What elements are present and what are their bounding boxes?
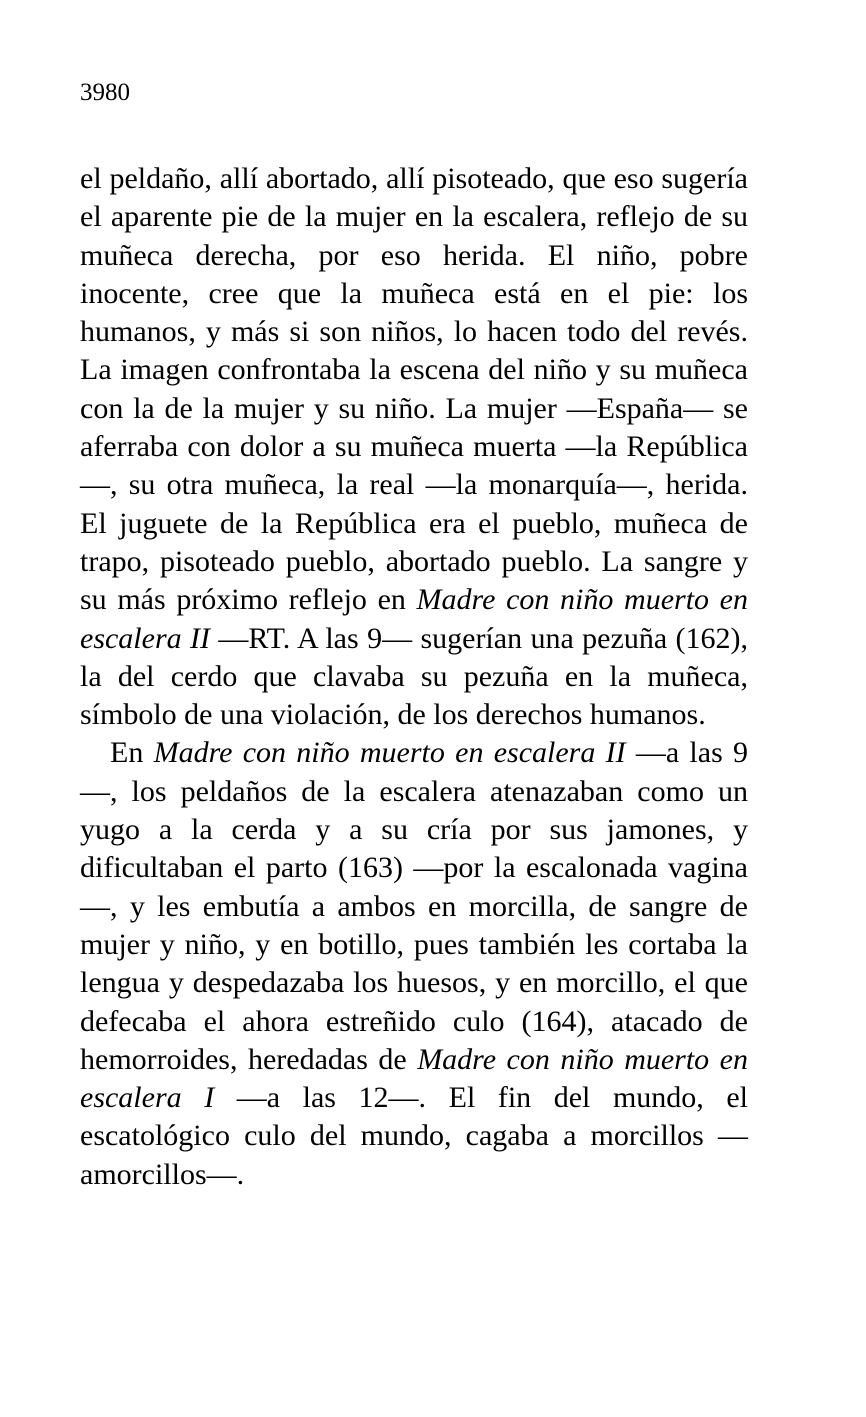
text-segment: —RT. A las 9— sugerían una pezuña (162), la del cerdo que clavaba su pezuña en la muñeca, símbolo de una violación, de los derechos humanos. (80, 621, 748, 732)
text-segment: —a las 12—. El fin del mundo, el escatológico culo del mundo, cagaba a morcillos —amorcillos—. (80, 1081, 749, 1191)
paragraph (80, 160, 748, 734)
body-text (80, 160, 748, 1194)
text-segment: —a las 9—, los peldaños de la escalera atenazaban como un yugo a la cerda y a su cría por sus jamones, y dificultaban el parto (163) —por la escalonada vagina—, y les embutía a ambos en morcilla, de sangre de mujer y niño, y en botillo, pues también les cortaba la lengua y despedazaba los huesos, y en morcillo, el que defecaba el ahora estreñido culo (164), atacado de hemorroides, heredadas de (80, 736, 749, 1076)
paragraph (80, 734, 748, 1194)
page-number: 3980 (80, 79, 130, 106)
italic-title: Madre con niño muerto en escalera I (80, 1042, 748, 1115)
italic-title: Madre con niño muerto en escalera II (80, 583, 748, 655)
book-page (80, 78, 748, 1194)
text-segment: En (110, 736, 154, 770)
text-segment: el peldaño, allí abortado, allí pisoteado, que eso sugería el aparente pie de la mujer en la escalera, reflejo de su muñeca derecha, por eso herida. El niño, pobre inocente, cree que la muñeca está en el pie: los humanos, y más si son niños, lo hacen todo del revés. La imagen confrontaba la escena del niño y su muñeca con la de la mujer y su niño. La mujer —España— se aferraba con dolor a su muñeca muerta —la República—, su otra muñeca, la real —la monarquía—, herida. El juguete de la República era el pueblo, muñeca de trapo, pisoteado pueblo, abortado pueblo. La sangre y su más próximo reflejo en (80, 162, 748, 617)
italic-title: Madre con niño muerto en escalera II (153, 736, 626, 770)
